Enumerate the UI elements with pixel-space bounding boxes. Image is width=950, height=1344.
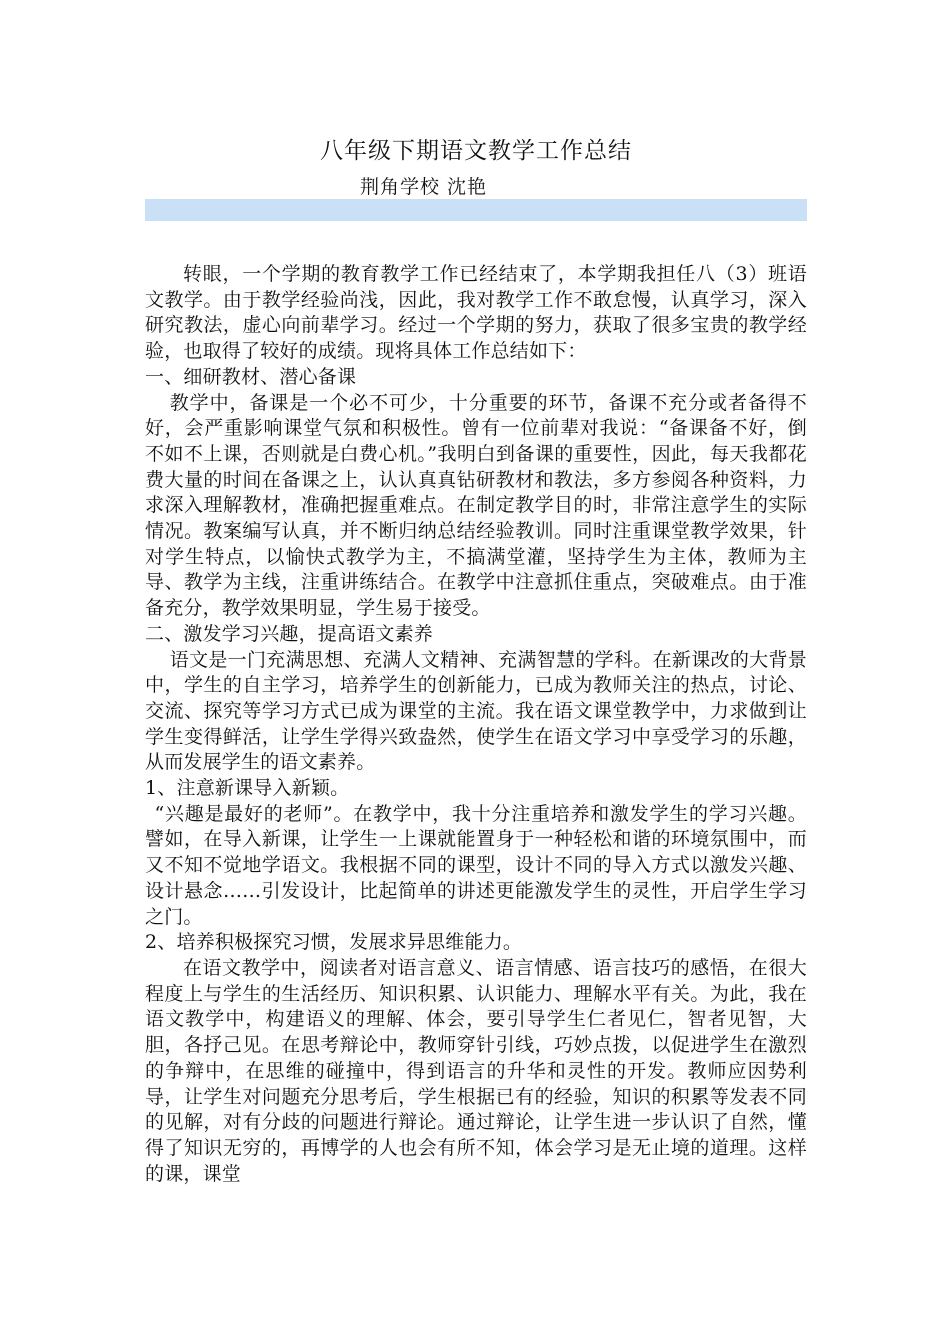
document-body bbox=[145, 262, 807, 1187]
subsection-1-paragraph: “兴趣是最好的老师”。在教学中，我十分注重培养和激发学生的学习兴趣。譬如，在导入新课，让学生一上课就能置身于一种轻松和谐的环境氛围中，而又不知不觉地学语文。我根据不同的课型，设计不同的导入方式以激发兴趣、设计悬念……引发设计，比起简单的讲述更能激发学生的灵性，开启学生学习之门。 bbox=[145, 802, 807, 928]
section-1-paragraph: 教学中，备课是一个必不可少，十分重要的环节，备课不充分或者备得不好，会严重影响课堂气氛和积极性。曾有一位前辈对我说：“备课备不好，倒不如不上课，否则就是白费心机。”我明白到备课的重要性，因此，每天我都花费大量的时间在备课之上，认认真真钻研教材和教法，多方参阅各种资料，力求深入理解教材，准确把握重难点。在制定教学目的时，非常注意学生的实际情况。教案编写认真，并不断归纳总结经验教训。同时注重课堂教学效果，针对学生特点，以愉快式教学为主，不搞满堂灌，坚持学生为主体，教师为主导、教学为主线，注重讲练结合。在教学中注意抓住重点，突破难点。由于准备充分，教学效果明显，学生易于接受。 bbox=[145, 391, 807, 620]
author-line: 荆角学校 沈艳 bbox=[360, 176, 488, 198]
subsection-2-paragraph: 在语文教学中，阅读者对语言意义、语言情感、语言技巧的感悟，在很大程度上与学生的生活经历、知识积累、认识能力、理解水平有关。为此，我在语文教学中，构建语义的理解、体会，要引导学生仁者见仁，智者见智，大胆，各抒己见。在思考辩论中，教师穿针引线，巧妙点拨，以促进学生在激烈的争辩中，在思维的碰撞中，得到语言的升华和灵性的开发。教师应因势利导，让学生对问题充分思考后，学生根据已有的经验，知识的积累等发表不同的见解，对有分歧的问题进行辩论。通过辩论，让学生进一步认识了自然，懂得了知识无穷的，再博学的人也会有所不知，体会学习是无止境的道理。这样的课，课堂 bbox=[145, 956, 807, 1185]
decorative-band bbox=[145, 199, 807, 221]
section-heading-1: 一、细研教材、潜心备课 bbox=[145, 365, 357, 388]
subsection-heading-1: 1、注意新课导入新颖。 bbox=[145, 777, 350, 800]
document-title: 八年级下期语文教学工作总结 bbox=[320, 138, 632, 164]
section-2-paragraph: 语文是一门充满思想、充满人文精神、充满智慧的学科。在新课改的大背景中，学生的自主学习，培养学生的创新能力，已成为教师关注的热点，讨论、交流、探究等学习方式已成为课堂的主流。我在语文课堂教学中，力求做到让学生变得鲜活，让学生学得兴致盎然，使学生在语文学习中享受学习的乐趣，从而发展学生的语文素养。 bbox=[145, 648, 807, 774]
subsection-heading-2: 2、培养积极探究习惯，发展求异思维能力。 bbox=[145, 931, 523, 954]
intro-paragraph: 转眼，一个学期的教育教学工作已经结束了，本学期我担任八（3）班语文教学。由于教学经验尚浅，因此，我对教学工作不敢怠慢，认真学习，深入研究教法，虚心向前辈学习。经过一个学期的努力，获取了很多宝贵的教学经验，也取得了较好的成绩。现将具体工作总结如下： bbox=[145, 263, 807, 363]
section-heading-2: 二、激发学习兴趣，提高语文素养 bbox=[145, 622, 434, 645]
